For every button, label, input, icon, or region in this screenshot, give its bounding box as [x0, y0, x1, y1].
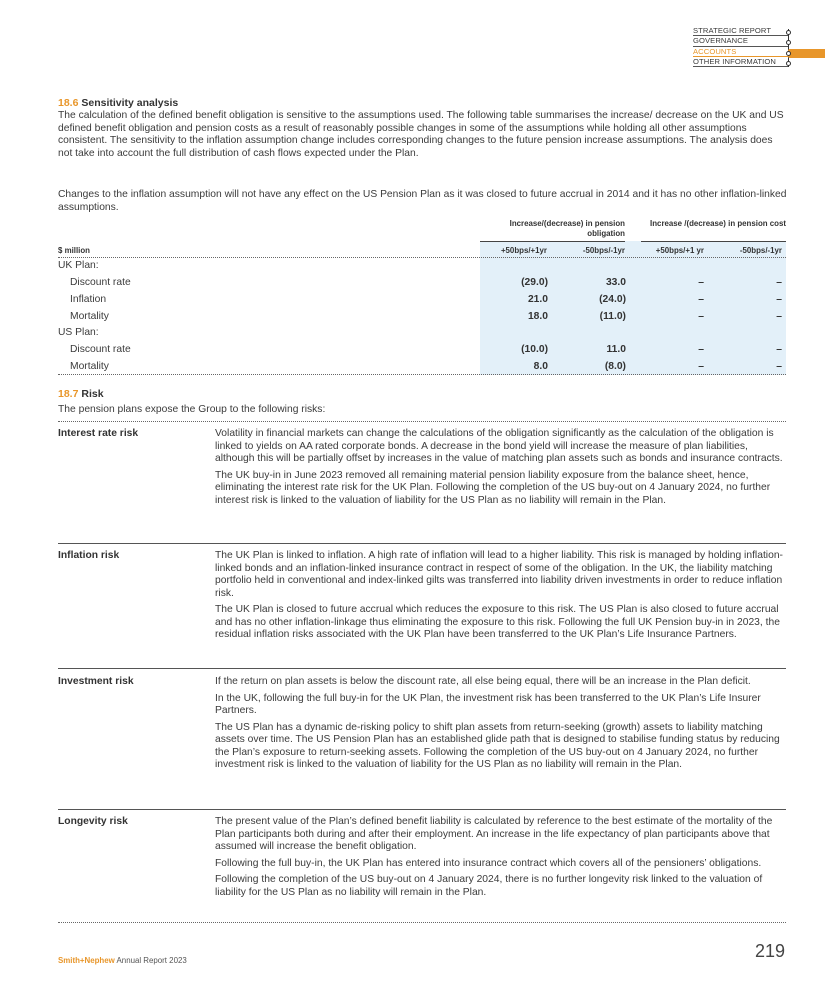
- section-title: Risk: [81, 388, 104, 400]
- section-number: 18.7: [58, 388, 79, 400]
- inflation-note-paragraph: Changes to the inflation assumption will not have any effect on the US Pension Plan as it was closed to future accrual in 2014 and it has no other inflation-linked assumptions.: [58, 189, 787, 213]
- section-nav: [693, 26, 788, 67]
- table-row: [58, 342, 786, 359]
- nav-other-information[interactable]: OTHER INFORMATION: [693, 57, 788, 67]
- sensitivity-intro-paragraph: The calculation of the defined benefit obligation is sensitive to the assumptions used. The following table summarises the increase/ decrease on the UK and US defined benefit obligation and pension costs as a result of reasonably possible changes in some of the assumptions while holding all other assumptions consistent. The sensitivity to the inflation assumption change includes corresponding changes to the future pension increase assumptions. The analysis does not take into account the full distribution of cash flows expected under the Plan.: [58, 110, 784, 159]
- risk-paragraph: The UK Plan is closed to future accrual which reduces the exposure to this risk. The US Plan is also closed to future accrual and has no other inflation-linkage thus eliminating the exposure to this risk. Following the full UK Pension buy-in in 2023, the residual inflation risks associated with the UK Plan have been transferred to the UK Plan’s Life Insurance Partners.: [215, 604, 780, 640]
- footer: [58, 955, 187, 968]
- row-label: Discount rate: [70, 344, 131, 355]
- risk-paragraph: The present value of the Plan’s defined benefit liability is calculated by reference to the best estimate of the mortality of the Plan participants both during and after their employment. An increase in the life expectancy of plan participants above that assumed will increase the benefit obligation.: [215, 816, 773, 852]
- table-row: [58, 309, 786, 326]
- cell-value: (8.0): [604, 361, 626, 372]
- row-label: UK Plan:: [58, 260, 99, 271]
- nav-dot-icon: [786, 51, 791, 56]
- row-label: Discount rate: [70, 277, 131, 288]
- header-rule: [480, 241, 625, 242]
- row-label: US Plan:: [58, 327, 99, 338]
- risk-name: Inflation risk: [58, 550, 120, 561]
- cell-value: (29.0): [521, 277, 548, 288]
- risk-paragraph: The UK Plan is linked to inflation. A high rate of inflation will lead to a higher liability. This risk is managed by holding inflation-linked bonds and an inflation-linked insurance contract in respect of some of the obligation. In the UK, the liability matching portfolio held in conventional and index-linked gilts was transferred into liability driven investments in order to reduce inflation risk.: [215, 550, 783, 599]
- section-heading-18-6: [58, 97, 178, 110]
- section-number: 18.6: [58, 97, 79, 109]
- report-title: Annual Report 2023: [114, 956, 187, 965]
- risk-paragraph: Volatility in financial markets can change the calculations of the obligation significantly as the calculation of the obligation is linked to yields on AA rated corporate bonds. A decrease in the bond yield will increase the measure of plan liabilities, although this will be partially offset by increases in the value of matching plan assets such as bonds and insurance contracts.: [215, 428, 783, 464]
- cell-value: (11.0): [599, 311, 626, 322]
- cell-value: –: [698, 311, 704, 322]
- unit-label: $ million: [58, 246, 91, 255]
- cell-value: –: [698, 277, 704, 288]
- risk-name: Longevity risk: [58, 816, 128, 827]
- page-number: 219: [754, 941, 785, 961]
- risk-name: Interest rate risk: [58, 428, 139, 439]
- col-header: +50bps/+1yr: [500, 246, 547, 255]
- section-title: Sensitivity analysis: [81, 97, 179, 109]
- risk-paragraph: The UK buy-in in June 2023 removed all remaining material pension liability exposure from the balance sheet, hence, eliminating the interest rate risk for the UK Plan. Following the completion of the US buy-out on 4 January 2024, no further interest risk is linked to the valuation of liability for the US Plan as no liability will remain in the Plan.: [215, 469, 771, 506]
- table-row: [58, 275, 786, 292]
- risk-paragraph: In the UK, following the full buy-in for the UK Plan, the investment risk has been transferred to the UK Plan’s Life Insurer Partners.: [215, 692, 761, 716]
- nav-dot-icon: [786, 40, 791, 45]
- row-label: Mortality: [70, 361, 109, 372]
- risk-name: Investment risk: [58, 676, 134, 687]
- cell-value: –: [776, 361, 782, 372]
- cell-value: –: [776, 344, 782, 355]
- cell-value: –: [698, 361, 704, 372]
- nav-dot-icon: [786, 30, 791, 35]
- row-label: Mortality: [70, 311, 109, 322]
- cell-value: –: [698, 344, 704, 355]
- nav-dot-icon: [786, 61, 791, 66]
- row-label: Inflation: [70, 294, 107, 305]
- risk-table-top-rule: [58, 421, 786, 422]
- col-header: -50bps/-1yr: [739, 246, 782, 255]
- col-header: -50bps/-1yr: [582, 246, 625, 255]
- risk-paragraph: If the return on plan assets is below the discount rate, all else being equal, there will be an increase in the Plan deficit.: [215, 676, 751, 687]
- risk-description: [215, 550, 786, 646]
- risk-paragraph: The US Plan has a dynamic de-risking policy to shift plan assets from return-seeking (growth) assets to liability matching assets over time. The US Pension Plan has an established glide path that is designed to stabilise funding status by reducing the Plan’s exposure to return-seeking assets. Following the completion of the US buy-out on 4 January 2024, no further investment risk is linked to the valuation of liability for the US Plan as no liability will remain in the Plan.: [215, 721, 780, 770]
- cell-value: –: [698, 294, 704, 305]
- risk-description: [215, 816, 786, 903]
- header-pension-cost: Increase /(decrease) in pension cost: [650, 219, 786, 228]
- cell-value: 11.0: [606, 344, 626, 355]
- table-row: [58, 325, 786, 342]
- brand-name: Smith+Nephew: [58, 956, 115, 965]
- header-rule: [641, 241, 786, 242]
- nav-governance[interactable]: GOVERNANCE: [693, 36, 788, 46]
- risk-row-divider: [58, 809, 786, 810]
- section-heading-18-7: [58, 388, 104, 401]
- risk-row-divider: [58, 543, 786, 544]
- risk-intro: The pension plans expose the Group to the following risks:: [58, 404, 326, 415]
- header-pension-obligation: Increase/(decrease) in pension obligation: [509, 219, 625, 238]
- table-row: [58, 258, 786, 275]
- cell-value: (24.0): [599, 294, 626, 305]
- risk-paragraph: Following the completion of the US buy-out on 4 January 2024, there is no further longevity risk linked to the valuation of liability for the US Plan as no liability will remain in the Plan.: [215, 874, 763, 898]
- risk-row-divider: [58, 668, 786, 669]
- cell-value: 18.0: [527, 311, 548, 322]
- risk-description: [215, 676, 786, 776]
- cell-value: –: [776, 277, 782, 288]
- table-bottom-rule: [58, 374, 786, 375]
- risk-table-bottom-rule: [58, 922, 786, 923]
- cell-value: (10.0): [521, 344, 548, 355]
- cell-value: –: [776, 294, 782, 305]
- cell-value: 8.0: [533, 361, 548, 372]
- nav-active-tab-marker: [788, 49, 825, 58]
- cell-value: 33.0: [605, 277, 626, 288]
- col-header: +50bps/+1 yr: [655, 246, 704, 255]
- cell-value: –: [776, 311, 782, 322]
- cell-value: 21.0: [527, 294, 548, 305]
- risk-description: [215, 428, 786, 511]
- nav-accounts[interactable]: ACCOUNTS: [693, 47, 788, 57]
- table-row: [58, 292, 786, 309]
- nav-strategic-report[interactable]: STRATEGIC REPORT: [693, 26, 788, 36]
- risk-paragraph: Following the full buy-in, the UK Plan has entered into insurance contract which covers all of the pensioners’ obligations.: [215, 857, 762, 869]
